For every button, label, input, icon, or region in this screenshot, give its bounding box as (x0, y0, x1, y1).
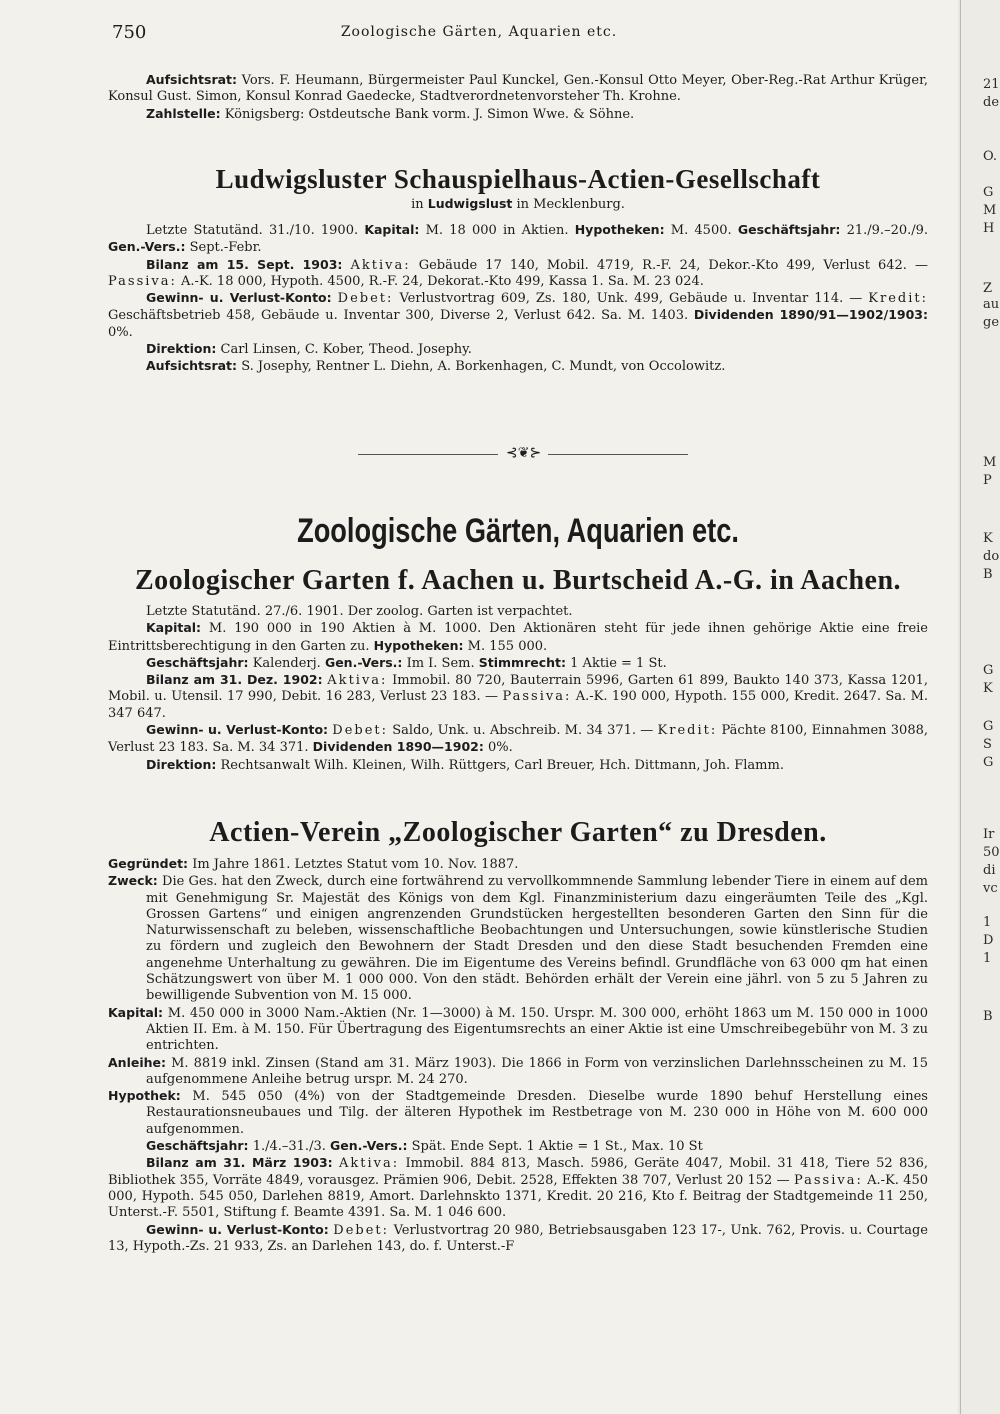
fragment: 1 (983, 951, 992, 966)
anleihe-text: M. 8819 inkl. Zinsen (Stand am 31. März 1903). Die 1866 in Form von verzinslichen Darlehnsscheinen zu M. 15 aufgenommene Anleihe betrug urspr. M. 24 270. (146, 1055, 928, 1087)
direktion-text: Rechtsanwalt Wilh. Kleinen, Wilh. Rüttgers, Carl Breuer, Hch. Dittmann, Joh. Flamm. (220, 757, 784, 773)
hypotheken-label: Hypotheken: (574, 222, 665, 237)
fragment: au (983, 297, 1000, 312)
aktiva-text: Immobil. 884 813, Masch. 5986, Geräte 4047, Mobil. 31 418, Tiere 52 836, Bibliothek 355, Vorräte 4849, vorausgez. Prämien 906, Debit. 2528, Effekten 38 707, Verlust 20 152 (108, 1156, 928, 1188)
hypotheken-text: M. 155 000. (467, 638, 548, 654)
fragment: do (983, 549, 1000, 564)
bilanz-label: Bilanz am 31. März 1903: (146, 1155, 333, 1171)
ornament-line-left (358, 454, 498, 455)
entry-body-dresden: Gegründet: Im Jahre 1861. Letztes Statut vom 10. Nov. 1887. Zweck: Die Ges. hat den Zweck, durch eine fortwährend zu vervollkommnende Sammlung lebender Tiere in einem auf dem mit Genehmigung Sr. Majestät des Königs von dem Kgl. Finanzministerium dazu eingeräumten Teile des „Kgl. Grossen Gartens“ und einigen angrenzenden Grundstücken hergestellten besonderen Garten den Sinn für die Naturwissenschaft zu beleben, wissenschaftliche Beobachtungen und Untersuchungen, sowie künstlerische Studien zu fördern und zugleich den Bewohnern der Stadt Dresden und den diese Stadt besuchenden Fremden eine angenehme Unterhaltung zu gewähren. Die im Eigentume des Vereins befindl. Grundfläche von 63 000 qm hat einen Schätzungswert von über M. 1 000 000. Von den städt. Behörden erhält der Verein eine jährl. von 5 zu 5 Jahren zu bewilligende Subvention von M. 15 000. Kapital: M. 450 000 in 3000 Nam.-Aktien (Nr. 1—3000) à M. 150. Urspr. M. 300 000, erhöht 1863 um M. 150 000 in 1000 Aktien II. Em. à M. 150. Für Übertragung des Eigentumsrechts an einer Aktie ist eine Umschreibegebühr von M. 3 zu entrichten. Anleihe: M. 8819 inkl. Zinsen (Stand am 31. März 1903). Die 1866 in Form von verzinslichen Darlehnsscheinen zu M. 15 aufgenommene Anleihe betrug urspr. M. 24 270. Hypothek: M. 545 050 (4%) von der Stadtgemeinde Dresden. Dieselbe wurde 1890 behuf Herstellung eines Restaurationsneubaues und Tilg. der älteren Hypothek im Restbetrage von M. 230 000 in Höhe von M. 600 000 aufgenommen. Geschäftsjahr: 1./4.–31./3. Gen.-Vers.: Spät. Ende Sept. 1 Aktie = 1 St., Max. 10 St Bilanz am 31. März 1903: Aktiva: Immobil. 884 813, Masch. 5986, Geräte 4047, Mobil. 31 418, Tiere 52 836, Bibliothek 355, Vorräte 4849, vorausgez. Prämien 906, Debit. 2528, Effekten 38 707, Verlust 20 152 — Passiva: A.-K. 450 000, Hypoth. 545 050, Darlehen 8819, Amort. Darlehnskto 1371, Kredit. 20 216, Kto f. Beitrag der Stadtgemeinde 11 250, Unterst.-F. 5501, Stiftung f. Beamte 4391. Sa. M. 1 046 600. Gewinn- u. Verlust-Konto: Debet: Verlustvortrag 20 980, Betriebsausgaben 123 17-, Unk. 762, Provis. u. Courtage 13, Hypoth.-Zs. 21 933, Zs. an Darlehen 143, do. f. Unterst.-F (108, 856, 929, 1254)
entry-title-dresden: Actien-Verein „Zoologischer Garten“ zu Dresden. (209, 817, 827, 848)
passiva-text: A.-K. 190 000, Hypoth. 155 000, Kredit. 2647. Sa. M. 347 647. (108, 689, 929, 721)
fragment: G (983, 719, 994, 734)
stimmrecht-text: 1 Aktie = 1 St. (570, 655, 667, 671)
kredit-label: Kredit: (868, 291, 928, 307)
direktion-label: Direktion: (146, 756, 217, 772)
subtitle-pre: in (411, 197, 424, 212)
fragment: K (983, 681, 993, 696)
guv-label: Gewinn- u. Verlust-Konto: (146, 722, 329, 738)
fragment: di (983, 863, 996, 878)
entry-title-aachen: Zoologischer Garten f. Aachen u. Burtscheid A.-G. in Aachen. (134, 565, 902, 596)
subtitle-city: Ludwigslust (427, 196, 513, 211)
kapital-label: Kapital: (146, 620, 202, 636)
entry-body-aachen: Letzte Statutänd. 27./6. 1901. Der zoolog. Garten ist verpachtet. Kapital: M. 190 000 in 190 Aktien à M. 1000. Den Aktionären steht für jede ihnen gehörige Aktie eine freie Eintrittsberechtigung in den Garten zu. Hypotheken: M. 155 000. Geschäftsjahr: Kalenderj. Gen.-Vers.: Im I. Sem. Stimmrecht: 1 Aktie = 1 St. Bilanz am 31. Dez. 1902: Aktiva: Immobil. 80 720, Bauterrain 5996, Garten 61 899, Baukto 140 373, Kassa 1201, Mobil. u. Utensil. 17 990, Debit. 16 283, Verlust 23 183. — Passiva: A.-K. 190 000, Hypoth. 155 000, Kredit. 2647. Sa. M. 347 647. Gewinn- u. Verlust-Konto: Debet: Saldo, Unk. u. Abschreib. M. 34 371. — Kredit: Pächte 8100, Einnahmen 3088, Verlust 23 183. Sa. M. 34 371. Dividenden 1890—1902: 0%. Direktion: Rechtsanwalt Wilh. Kleinen, Wilh. Rüttgers, Carl Breuer, Hch. Dittmann, Joh. Flamm. (108, 604, 929, 773)
gj-label: Geschäftsjahr: (146, 654, 249, 670)
aktiva-label: Aktiva: (339, 1156, 400, 1172)
kredit-label: Kredit: (657, 723, 718, 739)
fragment: G (983, 755, 994, 770)
fragment: D (983, 933, 994, 948)
dividenden-label: Dividenden 1890—1902: (312, 739, 484, 755)
fragment: 1 (983, 915, 992, 930)
direktion-label: Direktion: (146, 341, 217, 357)
fragment: vc (983, 881, 998, 896)
gj-text: 21./9.–20./9. (846, 223, 929, 238)
fragment: K (983, 531, 993, 546)
ornament-icon: ⊰❦⊱ (506, 445, 542, 461)
dividenden-text: 0%. (108, 324, 133, 340)
genvers-text: Spät. Ende Sept. 1 Aktie = 1 St., Max. 10 St (411, 1139, 703, 1155)
passiva-label: Passiva: (108, 273, 177, 289)
fragment: M (983, 203, 997, 218)
hypotheken-text: M. 4500. (670, 223, 732, 238)
section-title: Zoologische Gärten, Aquarien etc. (297, 512, 739, 550)
genvers-label: Gen.-Vers.: (324, 654, 403, 670)
kredit-text: Geschäftsbetrieb 458, Gebäude u. Inventar 300, Diverse 2, Verlust 642. Sa. M. 1403. (108, 308, 689, 324)
genvers-text: Im I. Sem. (406, 655, 475, 671)
page-number: 750 (112, 22, 147, 43)
fragment: M (983, 455, 997, 470)
fragment: ge (983, 315, 1000, 330)
gj-label: Geschäftsjahr: (737, 222, 841, 237)
aktiva-label: Aktiva: (327, 673, 388, 689)
ornament-divider (108, 445, 928, 462)
anleihe-label: Anleihe: (108, 1054, 166, 1070)
ornament-line-right (548, 454, 688, 455)
guv-label: Gewinn- u. Verlust-Konto: (146, 290, 332, 306)
entry-body-ludwigslust: Letzte Statutänd. 31./10. 1900. Kapital: M. 18 000 in Aktien. Hypotheken: M. 4500. Geschäftsjahr: 21./9.–20./9. Gen.-Vers.: Sept.-Febr. Bilanz am 15. Sept. 1903: Aktiva: Gebäude 17 140, Mobil. 4719, R.-F. 24, Dekor.-Kto 499, Verlust 642. — Passiva: A.-K. 18 000, Hypoth. 4500, R.-F. 24, Dekorat.-Kto 499, Kassa 1. Sa. M. 23 024. Gewinn- u. Verlust-Konto: Debet: Verlustvortrag 609, Zs. 180, Unk. 499, Gebäude u. Inventar 114. — Kredit: Geschäftsbetrieb 458, Gebäude u. Inventar 300, Diverse 2, Verlust 642. Sa. M. 1403. Dividenden 1890/91—1902/1903: 0%. Direktion: Carl Linsen, C. Kober, Theod. Josephy. Aufsichtsrat: S. Josephy, Rentner L. Diehn, A. Borkenhagen, C. Mundt, von Occolowitz. (108, 222, 929, 375)
debet-label: Debet: (337, 291, 394, 307)
gj-label: Geschäftsjahr: (146, 1138, 249, 1154)
entry-title-ludwigslust: Ludwigsluster Schauspielhaus-Actien-Gesellschaft (215, 164, 821, 194)
debet-text: Verlustvortrag 20 980, Betriebsausgaben 123 17-, Unk. 762, Provis. u. Courtage 13, Hypoth.-Zs. 21 933, Zs. an Darlehen 143, do. f. Unterst.-F (108, 1222, 928, 1254)
gegruendet-text: Im Jahre 1861. Letztes Statut vom 10. Nov. 1887. (192, 857, 519, 872)
genvers-label: Gen.-Vers.: (330, 1138, 408, 1154)
kapital-label: Kapital: (108, 1004, 164, 1020)
bilanz-label: Bilanz am 15. Sept. 1903: (146, 256, 343, 272)
fragment: B (983, 567, 993, 582)
zweck-text: Die Ges. hat den Zweck, durch eine fortwährend zu vervollkommnende Sammlung lebender Tiere in einem auf dem mit Genehmigung Sr. Majestät des Königs von dem Kgl. Finanzministerium dazu eingeräumten Teile des „Kgl. Grossen Gartens“ und einigen angrenzenden Grundstücken hergestellten besonderen Garten den Sinn für die Naturwissenschaft zu beleben, wissenschaftliche Beobachtungen und Untersuchungen, sowie künstlerische Studien zu fördern und zugleich den Bewohnern der Stadt Dresden und den diese Stadt besuchenden Fremden eine angenehme Unterhaltung zu gewähren. Die im Eigentume des Vereins befindl. Grundfläche von 63 000 qm hat einen Schätzungswert von über M. 1 000 000. Von den städt. Behörden erhält der Verein eine jährl. von 5 zu 5 Jahren zu bewilligende Subvention von M. 15 000. (146, 874, 928, 1004)
guv-label: Gewinn- u. Verlust-Konto: (146, 1221, 329, 1237)
passiva-label: Passiva: (793, 1172, 863, 1188)
fragment: H (983, 221, 995, 236)
fragment: P (983, 473, 992, 488)
subtitle-post: in Mecklenburg. (516, 197, 625, 212)
label: Aufsichtsrat: (146, 72, 238, 87)
kapital-label: Kapital: (364, 222, 420, 237)
fragment: Z (983, 281, 993, 296)
aktiva-text: Immobil. 80 720, Bauterrain 5996, Garten 61 899, Baukto 140 373, Kassa 1201, Mobil. u. Utensil. 17 990, Debit. 16 283, Verlust 23 183. (108, 673, 928, 705)
fragment: S (983, 737, 992, 752)
text: Königsberg: Ostdeutsche Bank vorm. J. Simon Wwe. & Söhne. (224, 106, 635, 122)
passiva-text: A.-K. 18 000, Hypoth. 4500, R.-F. 24, Dekorat.-Kto 499, Kassa 1. Sa. M. 23 024. (181, 273, 704, 289)
aufsichtsrat-text: S. Josephy, Rentner L. Diehn, A. Borkenhagen, C. Mundt, von Occolowitz. (241, 359, 726, 375)
bilanz-label: Bilanz am 31. Dez. 1902: (146, 672, 323, 688)
entry-subtitle-ludwigslust (108, 196, 928, 212)
aufsichtsrat-label: Aufsichtsrat: (146, 358, 238, 374)
fragment: G (983, 185, 994, 200)
debet-text: Verlustvortrag 609, Zs. 180, Unk. 499, Gebäude u. Inventar 114. (399, 291, 844, 307)
hypothek-text: M. 545 050 (4%) von der Stadtgemeinde Dresden. Dieselbe wurde 1890 behuf Herstellung eines Restaurationsneubaues und Tilg. der älteren Hypothek im Restbetrage von M. 230 000 in Höhe von M. 600 000 aufgenommen. (146, 1089, 928, 1137)
stimmrecht-label: Stimmrecht: (478, 654, 567, 670)
debet-text: Saldo, Unk. u. Abschreib. M. 34 371. (392, 723, 637, 739)
gj-text: 1./4.–31./3. (252, 1139, 326, 1155)
running-title: Zoologische Gärten, Aquarien etc. (340, 24, 618, 40)
direktion-text: Carl Linsen, C. Kober, Theod. Josephy. (220, 342, 472, 358)
genvers-text: Sept.-Febr. (189, 240, 262, 256)
zweck-label: Zweck: (108, 873, 158, 889)
hypothek-label: Hypothek: (108, 1088, 181, 1104)
fragment: Ir (983, 827, 995, 842)
dividenden-label: Dividenden 1890/91—1902/1903: (693, 307, 929, 323)
kredit-text: Pächte 8100, Einnahmen 3088, Verlust 23 183. Sa. M. 34 371. (108, 723, 928, 756)
kapital-text: M. 190 000 in 190 Aktien à M. 1000. Den Aktionären steht für jede ihnen gehörige Aktie eine freie Eintrittsberechtigung in den Garten zu. (108, 621, 928, 654)
kapital-text: M. 18 000 in Aktien. (425, 223, 569, 238)
fragment: 21 (983, 77, 1000, 92)
fragment: O. (983, 149, 998, 164)
debet-label: Debet: (332, 723, 389, 739)
genvers-label: Gen.-Vers.: (108, 239, 186, 255)
prev-entry (108, 72, 928, 123)
hypotheken-label: Hypotheken: (373, 637, 464, 653)
neighbor-page-fragment (960, 0, 1000, 1414)
passiva-text: A.-K. 450 000, Hypoth. 545 050, Darlehen 8819, Amort. Darlehnskto 1371, Kredit. 20 216, Kto f. Beitrag der Stadtgemeinde 11 250, Unterst.-F. 5501, Stiftung f. Beamte 4391. Sa. M. 1 046 600. (108, 1172, 929, 1221)
fragment: G (983, 663, 994, 678)
passiva-label: Passiva: (502, 689, 572, 705)
gj-text: Kalenderj. (252, 655, 321, 671)
fragment: B (983, 1009, 993, 1024)
aktiva-text: Gebäude 17 140, Mobil. 4719, R.-F. 24, Dekor.-Kto 499, Verlust 642. (418, 257, 907, 273)
kapital-text: M. 450 000 in 3000 Nam.-Aktien (Nr. 1—3000) à M. 150. Urspr. M. 300 000, erhöht 1863 um M. 150 000 in 1000 Aktien II. Em. à M. 150. Für Übertragung des Eigentumsrechts an einer Aktie ist eine Umschreibegebühr von M. 3 zu entrichten. (146, 1005, 928, 1054)
gegruendet-label: Gegründet: (108, 856, 189, 871)
label: Zahlstelle: (146, 105, 221, 121)
statut: Letzte Statutänd. 27./6. 1901. Der zoolog. Garten ist verpachtet. (146, 604, 573, 619)
statut: Letzte Statutänd. 31./10. 1900. (146, 223, 359, 238)
debet-label: Debet: (333, 1222, 390, 1238)
aktiva-label: Aktiva: (350, 257, 411, 273)
fragment: 50 (983, 845, 1000, 860)
page-header (0, 22, 958, 42)
fragment: de (983, 95, 1000, 110)
text: Vors. F. Heumann, Bürgermeister Paul Kunckel, Gen.-Konsul Otto Meyer, Ober-Reg.-Rat Arthur Krüger, Konsul Gust. Simon, Konsul Konrad Gaedecke, Stadtverordnetenvorsteher Th. Krohne. (108, 73, 928, 105)
dividenden-text: 0%. (488, 740, 513, 756)
